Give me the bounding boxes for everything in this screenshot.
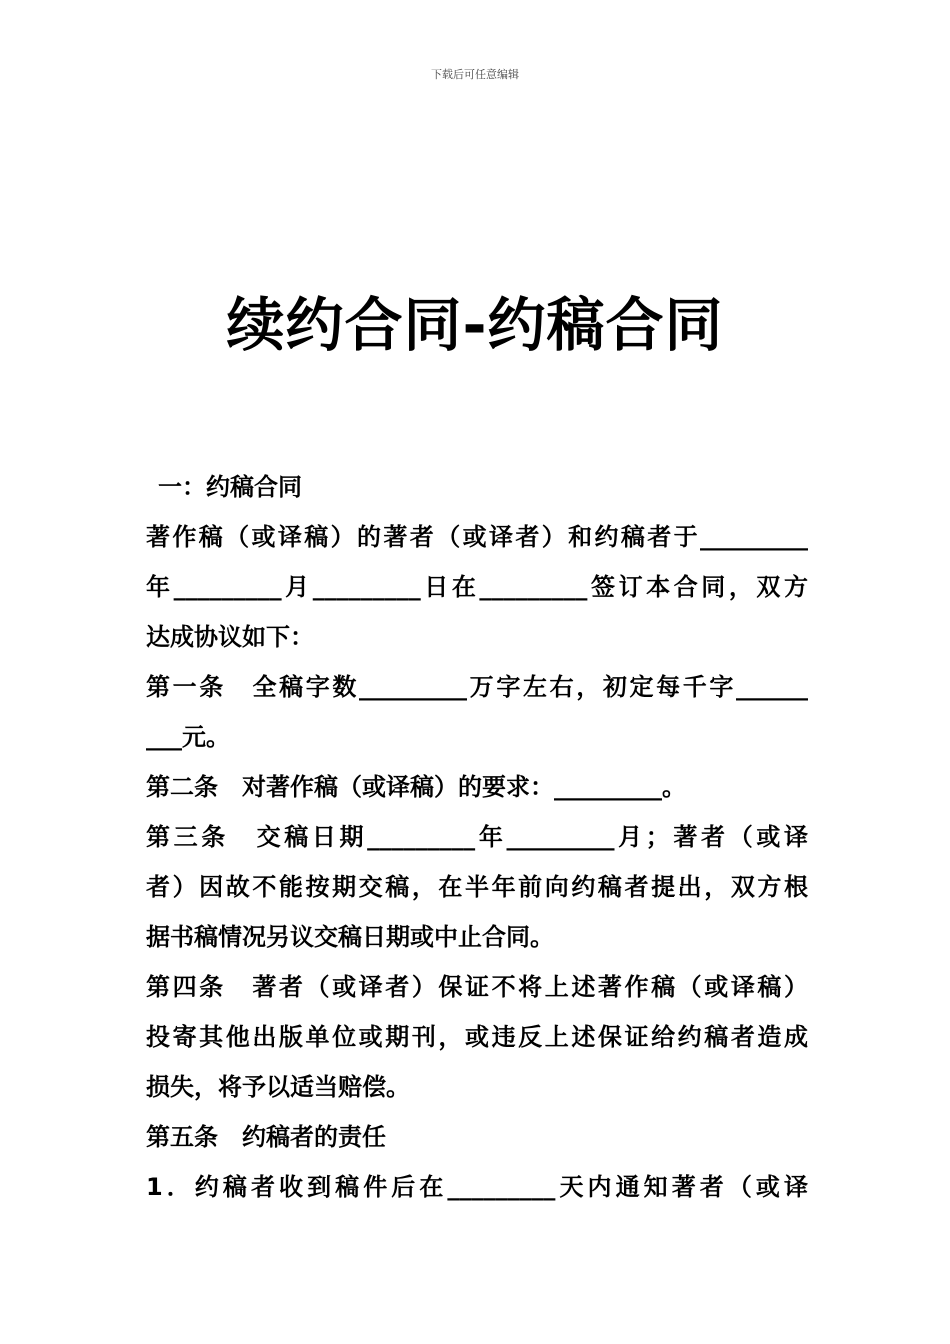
article-4-line: 投寄其他出版单位或期刊，或违反上述保证给约稿者造成: [146, 1023, 808, 1051]
article-5-heading: 第五条 约稿者的责任: [146, 1123, 386, 1151]
article-3-line: 第三条 交稿日期_________年_________月；著者（或译: [146, 823, 808, 851]
paragraph-line: 年_________月_________日在_________签订本合同，双方: [146, 573, 808, 601]
article-1-line: 第一条 全稿字数_________万字左右，初定每千字______: [146, 673, 808, 701]
document-title: 续约合同-约稿合同: [226, 291, 724, 359]
article-2-line: 第二条 对著作稿（或译稿）的要求：_________。: [146, 773, 686, 801]
article-3-line: 据书稿情况另议交稿日期或中止合同。: [146, 923, 554, 951]
section-heading: 一：约稿合同: [158, 473, 302, 501]
document-body: [146, 462, 808, 1212]
article-4-line: 损失，将予以适当赔偿。: [146, 1073, 410, 1101]
header-note: 下载后可任意编辑: [431, 68, 519, 81]
paragraph-line: 著作稿（或译稿）的著者（或译者）和约稿者于_________: [146, 523, 808, 551]
paragraph-line: 达成协议如下：: [146, 623, 314, 651]
article-5-item-1: 1．约稿者收到稿件后在_________天内通知著者（或译: [146, 1173, 808, 1201]
article-4-line: 第四条 著者（或译者）保证不将上述著作稿（或译稿）: [146, 973, 808, 1001]
article-3-line: 者）因故不能按期交稿，在半年前向约稿者提出，双方根: [146, 873, 808, 901]
article-1-line: ___元。: [146, 723, 230, 751]
